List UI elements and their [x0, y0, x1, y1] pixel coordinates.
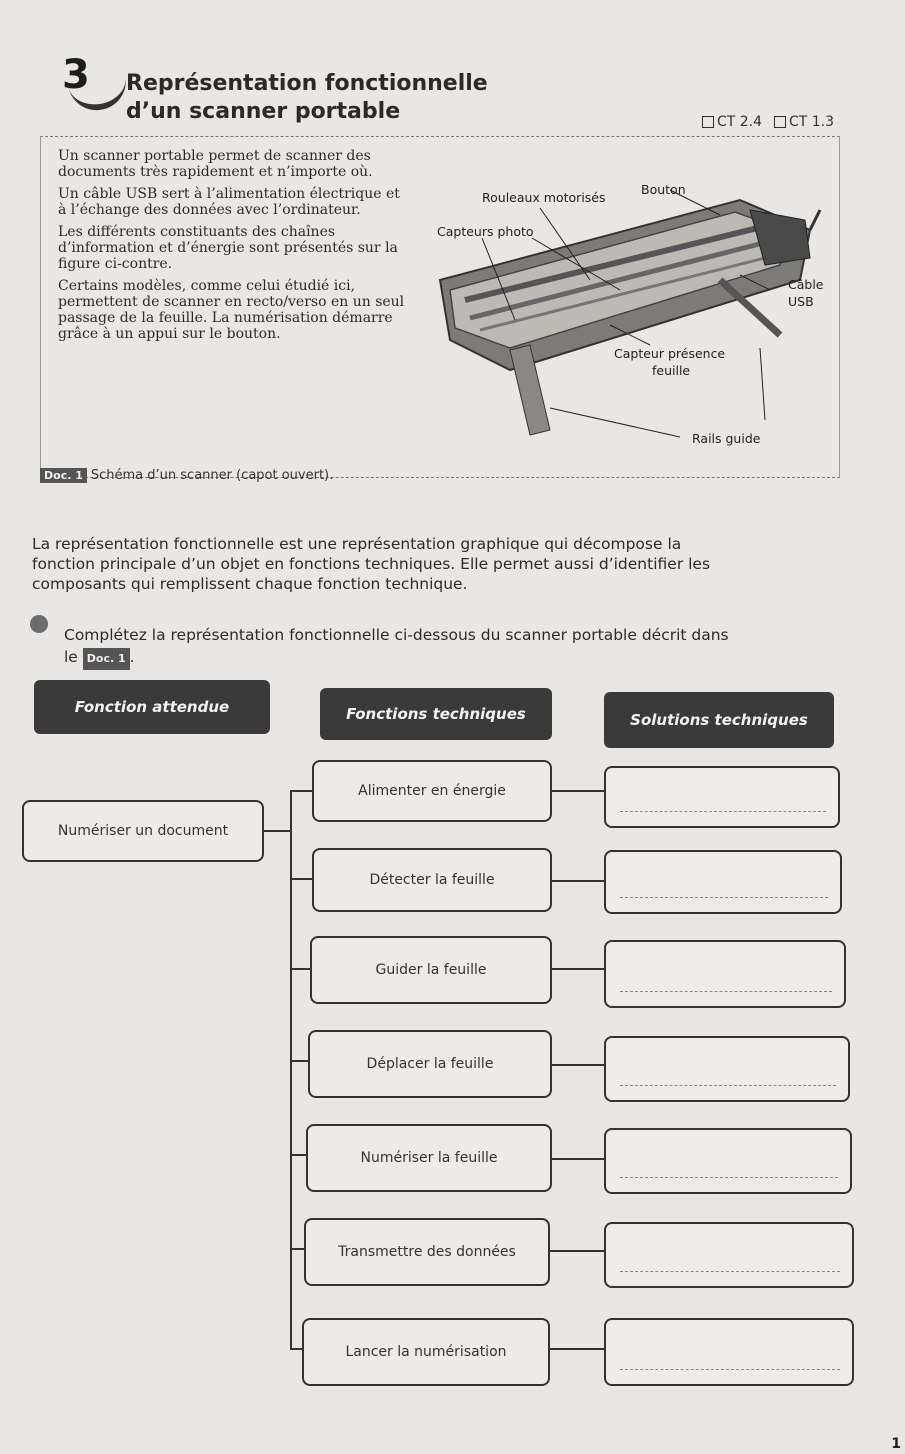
connector-line	[550, 1250, 604, 1252]
question-body: Complétez la représentation fonctionnelle ci-dessous du scanner portable décrit dans le	[64, 626, 729, 666]
question-icon	[30, 615, 48, 633]
connector-line	[290, 968, 310, 970]
label-button: Bouton	[641, 182, 686, 197]
intro-paragraph: La représentation fonctionnelle est une représentation graphique qui décompose la fonction principale d’un objet en fonctions techniques. Elle permet aussi d’identifier les composants qui remplissent chaque fonction technique.	[32, 535, 711, 593]
connector-line	[550, 1348, 604, 1350]
doc-paragraph: Les différents constituants des chaînes d’information et d’énergie sont présentés sur la figure ci-contre.	[58, 224, 398, 272]
technique-box-lancer: Lancer la numérisation	[302, 1318, 550, 1386]
scanner-illustration	[420, 170, 830, 460]
header-solutions-techniques: Solutions techniques	[604, 692, 834, 748]
page-number: 1	[891, 1436, 901, 1452]
label-sensor-2: feuille	[652, 363, 691, 378]
question-end: .	[129, 648, 135, 666]
technique-box-alimenter: Alimenter en énergie	[312, 760, 552, 822]
title-line-2: d’un scanner portable	[126, 99, 401, 124]
solution-field-5[interactable]	[604, 1128, 852, 1194]
ct-checkbox-2[interactable]	[774, 114, 834, 130]
solution-field-4[interactable]	[604, 1036, 850, 1102]
technique-box-detecter: Détecter la feuille	[312, 848, 552, 912]
ct-checkbox-1[interactable]	[702, 114, 762, 130]
question-text	[64, 624, 744, 670]
connector-line	[552, 790, 604, 792]
solution-field-3[interactable]	[604, 940, 846, 1008]
doc-caption	[40, 468, 333, 483]
exercise-title	[126, 70, 646, 126]
answer-line	[620, 1271, 840, 1272]
label-rollers: Rouleaux motorisés	[482, 190, 606, 205]
question-doc-tag: Doc. 1	[83, 648, 130, 670]
answer-line	[620, 991, 832, 992]
answer-line	[620, 1369, 840, 1370]
ct1-label: CT 2.4	[717, 114, 763, 130]
doc-tag: Doc. 1	[40, 468, 87, 483]
connector-line	[290, 1348, 302, 1350]
connector-line	[552, 880, 604, 882]
exercise-number: 3	[62, 52, 90, 98]
technique-box-deplacer: Déplacer la feuille	[308, 1030, 552, 1098]
connector-line	[552, 968, 604, 970]
answer-line	[620, 1085, 836, 1086]
label-usb: USB	[788, 294, 814, 309]
checkbox-icon	[702, 116, 714, 128]
connector-line	[290, 1060, 308, 1062]
answer-line	[620, 811, 826, 812]
connector-line	[290, 1248, 304, 1250]
doc-text	[58, 148, 410, 348]
doc-paragraph: Un scanner portable permet de scanner des documents très rapidement et n’importe où.	[58, 148, 373, 180]
technique-box-guider: Guider la feuille	[310, 936, 552, 1004]
header-fonctions-techniques: Fonctions techniques	[320, 688, 552, 740]
solution-field-1[interactable]	[604, 766, 840, 828]
header-fonction-attendue: Fonction attendue	[34, 680, 270, 734]
caption-text: Schéma d’un scanner (capot ouvert).	[90, 468, 334, 483]
label-sensor-1: Capteur présence	[614, 346, 726, 361]
answer-line	[620, 1177, 838, 1178]
solution-field-7[interactable]	[604, 1318, 854, 1386]
technique-box-numeriser: Numériser la feuille	[306, 1124, 552, 1192]
technique-box-transmettre: Transmettre des données	[304, 1218, 550, 1286]
connector-line	[290, 878, 312, 880]
connector-line	[552, 1064, 604, 1066]
vertical-connector	[290, 790, 292, 1350]
ct2-label: CT 1.3	[789, 114, 835, 130]
checkbox-icon	[774, 116, 786, 128]
connector-line	[290, 790, 312, 792]
title-line-1: Représentation fonctionnelle	[126, 71, 488, 96]
label-photo-sensors: Capteurs photo	[437, 224, 534, 239]
answer-line	[620, 897, 828, 898]
doc-paragraph: Un câble USB sert à l’alimentation électrique et à l’échange des données avec l’ordinateur.	[58, 186, 400, 218]
connector-line	[552, 1158, 604, 1160]
doc-paragraph: Certains modèles, comme celui étudié ici, permettent de scanner en recto/verso en un seul passage de la feuille. La numérisation démarre grâce à un appui sur le bouton.	[58, 278, 405, 342]
connector-line	[290, 1154, 306, 1156]
solution-field-2[interactable]	[604, 850, 842, 914]
label-rails: Rails guide	[692, 431, 761, 446]
label-cable: Câble	[788, 277, 824, 292]
connector-line	[264, 830, 290, 832]
solution-field-6[interactable]	[604, 1222, 854, 1288]
main-function-box: Numériser un document	[22, 800, 264, 862]
